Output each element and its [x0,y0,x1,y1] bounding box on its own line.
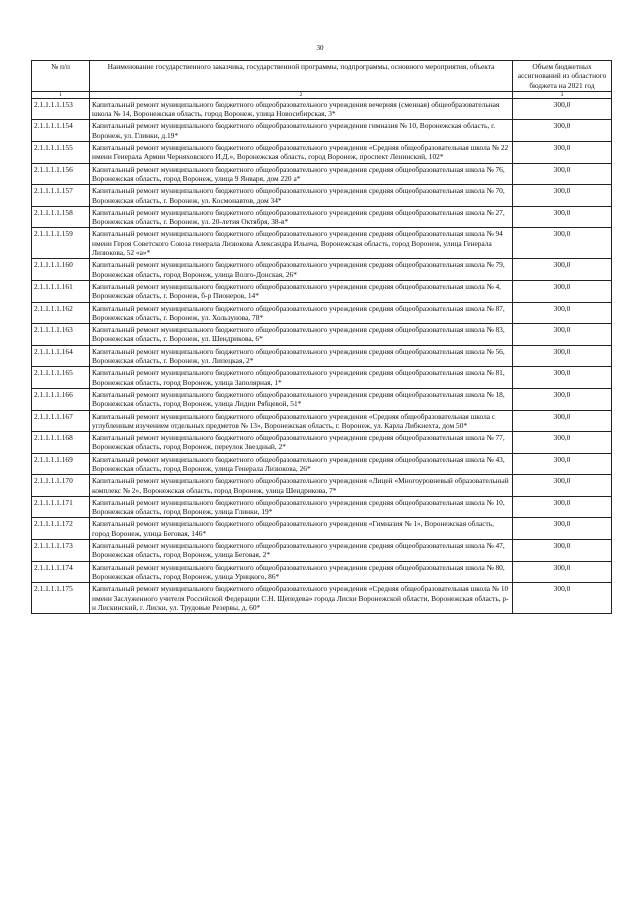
row-number: 2.1.1.1.1.164 [32,345,90,367]
column-number: 1 [32,91,90,98]
row-object-name: Капитальный ремонт муниципального бюджетного общеобразовательного учреждения средняя общеобразовательная школа № 27, Воронежская область, г. Воронеж, ул. 20-летия Октября, 38-в* [90,206,513,228]
row-object-name: Капитальный ремонт муниципального бюджетного общеобразовательного учреждения средняя общеобразовательная школа № 56, Воронежская область, г. Воронеж, ул. Липецкая, 2* [90,345,513,367]
header-volume: Объем бюджетных ассигнований из областного бюджета на 2021 год [513,61,612,92]
table-row [32,410,612,432]
row-number: 2.1.1.1.1.155 [32,142,90,164]
table-row [32,163,612,185]
table-row [32,475,612,497]
header-number: № п/п [32,61,90,92]
row-budget-value: 300,0 [513,163,612,185]
row-budget-value: 300,0 [513,410,612,432]
row-object-name: Капитальный ремонт муниципального бюджетного общеобразовательного учреждения «Лицей «Многоуровневый образовательный комплекс № 2», Воронежская область, город Воронеж, улица Шендрикова, 7* [90,475,513,497]
budget-table [31,60,612,614]
table-row [32,280,612,302]
row-budget-value: 300,0 [513,345,612,367]
row-object-name: Капитальный ремонт муниципального бюджетного общеобразовательного учреждения средняя общеобразовательная школа № 94 имени Героя Советского Союза генерала Лизюкова Александра Ильича, Воронежская область, город Воронеж, улица Генерала Лизюкова, 52 «а»* [90,228,513,259]
row-object-name: Капитальный ремонт муниципального бюджетного общеобразовательного учреждения средняя общеобразовательная школа № 10, Воронежская область, город Воронеж, улица Глинки, 19* [90,496,513,518]
row-number: 2.1.1.1.1.153 [32,98,90,120]
row-budget-value: 300,0 [513,367,612,389]
row-number: 2.1.1.1.1.167 [32,410,90,432]
table-row [32,518,612,540]
row-number: 2.1.1.1.1.175 [32,583,90,614]
row-number: 2.1.1.1.1.157 [32,185,90,207]
row-number: 2.1.1.1.1.163 [32,324,90,346]
row-object-name: Капитальный ремонт муниципального бюджетного общеобразовательного учреждения вечерняя (сменная) общеобразовательная школа № 14, Воронежская область, город Воронеж, улица Новосибирская, 3* [90,98,513,120]
row-budget-value: 300,0 [513,518,612,540]
row-object-name: Капитальный ремонт муниципального бюджетного общеобразовательного учреждения средняя общеобразовательная школа № 77, Воронежская область, город Воронеж, переулок Звездный, 2* [90,432,513,454]
table-body [32,98,612,613]
row-object-name: Капитальный ремонт муниципального бюджетного общеобразовательного учреждения «Средняя общеобразовательная школа № 10 имени Заслуженного учителя Российской Федерации С.Н. Щепедева» города Лиски Воронежской области, Воронежская область, р-н Лискинский, г. Лиски, ул. Трудовые Резервы, д. 60* [90,583,513,614]
row-number: 2.1.1.1.1.173 [32,540,90,562]
table-row [32,185,612,207]
row-number: 2.1.1.1.1.161 [32,280,90,302]
row-object-name: Капитальный ремонт муниципального бюджетного общеобразовательного учреждения средняя общеобразовательная школа № 81, Воронежская область, город Воронеж, улица Заполярная, 1* [90,367,513,389]
table-row [32,432,612,454]
row-number: 2.1.1.1.1.171 [32,496,90,518]
row-budget-value: 300,0 [513,561,612,583]
row-object-name: Капитальный ремонт муниципального бюджетного общеобразовательного учреждения «Средняя общеобразовательная школа № 22 имени Генерала Армии Черняховского И.Д.», Воронежская область, город Воронеж, проспект Ленинский, 102* [90,142,513,164]
row-budget-value: 300,0 [513,142,612,164]
row-object-name: Капитальный ремонт муниципального бюджетного общеобразовательного учреждения средняя общеобразовательная школа № 79, Воронежская область, город Воронеж, улица Волго-Донская, 26* [90,259,513,281]
table-row [32,120,612,142]
row-budget-value: 300,0 [513,206,612,228]
table-row [32,324,612,346]
row-object-name: Капитальный ремонт муниципального бюджетного общеобразовательного учреждения средняя общеобразовательная школа № 18, Воронежская область, город Воронеж, улица Лидии Рябцевой, 51* [90,388,513,410]
row-budget-value: 300,0 [513,324,612,346]
row-budget-value: 300,0 [513,453,612,475]
row-budget-value: 300,0 [513,540,612,562]
table-row [32,345,612,367]
row-budget-value: 300,0 [513,120,612,142]
table-row [32,388,612,410]
row-number: 2.1.1.1.1.170 [32,475,90,497]
column-number: 2 [90,91,513,98]
row-object-name: Капитальный ремонт муниципального бюджетного общеобразовательного учреждения средняя общеобразовательная школа № 76, Воронежская область, город Воронеж, улица 9 Января, дом 220 а* [90,163,513,185]
row-budget-value: 300,0 [513,228,612,259]
table-row [32,98,612,120]
row-number: 2.1.1.1.1.158 [32,206,90,228]
row-object-name: Капитальный ремонт муниципального бюджетного общеобразовательного учреждения средняя общеобразовательная школа № 4, Воронежская область, г. Воронеж, б-р Пионеров, 14* [90,280,513,302]
row-budget-value: 300,0 [513,475,612,497]
row-number: 2.1.1.1.1.169 [32,453,90,475]
row-object-name: Капитальный ремонт муниципального бюджетного общеобразовательного учреждения средняя общеобразовательная школа № 43, Воронежская область, город Воронеж, улица Генерала Лизюкова, 26* [90,453,513,475]
table-row [32,228,612,259]
row-budget-value: 300,0 [513,432,612,454]
row-object-name: Капитальный ремонт муниципального бюджетного общеобразовательного учреждения гимназия № 10, Воронежская область, г. Воронеж, ул. Глинки, д.19* [90,120,513,142]
row-number: 2.1.1.1.1.165 [32,367,90,389]
table-row [32,496,612,518]
row-object-name: Капитальный ремонт муниципального бюджетного общеобразовательного учреждения средняя общеобразовательная школа № 87, Воронежская область, г. Воронеж, ул. Хользунова, 78* [90,302,513,324]
table-row [32,583,612,614]
header-name: Наименование государственного заказчика, государственной программы, подпрограммы, основного мероприятия, объекта [90,61,513,92]
row-object-name: Капитальный ремонт муниципального бюджетного общеобразовательного учреждения средняя общеобразовательная школа № 80, Воронежская область, город Воронеж, улица Урицкого, 86* [90,561,513,583]
table-row [32,259,612,281]
row-budget-value: 300,0 [513,496,612,518]
row-budget-value: 300,0 [513,302,612,324]
column-number: 3 [513,91,612,98]
row-number: 2.1.1.1.1.162 [32,302,90,324]
row-budget-value: 300,0 [513,259,612,281]
table-row [32,453,612,475]
row-number: 2.1.1.1.1.159 [32,228,90,259]
table-row [32,540,612,562]
row-number: 2.1.1.1.1.172 [32,518,90,540]
row-budget-value: 300,0 [513,185,612,207]
table-row [32,561,612,583]
row-number: 2.1.1.1.1.166 [32,388,90,410]
row-object-name: Капитальный ремонт муниципального бюджетного общеобразовательного учреждения «Средняя общеобразовательная школа с углубленным изучением отдельных предметов № 13», Воронежская область, г. Воронеж, ул. Карла Либкнехта, дом 50* [90,410,513,432]
row-budget-value: 300,0 [513,98,612,120]
row-budget-value: 300,0 [513,280,612,302]
row-number: 2.1.1.1.1.156 [32,163,90,185]
page-number: 30 [316,44,324,52]
table-row [32,302,612,324]
table-header-row [32,61,612,92]
row-number: 2.1.1.1.1.168 [32,432,90,454]
row-number: 2.1.1.1.1.174 [32,561,90,583]
row-budget-value: 300,0 [513,388,612,410]
row-object-name: Капитальный ремонт муниципального бюджетного общеобразовательного учреждения средняя общеобразовательная школа № 70, Воронежская область, г. Воронеж, ул. Космонавтов, дом 34* [90,185,513,207]
table-row [32,367,612,389]
column-number-row [32,91,612,98]
row-number: 2.1.1.1.1.154 [32,120,90,142]
row-object-name: Капитальный ремонт муниципального бюджетного общеобразовательного учреждения средняя общеобразовательная школа № 83, Воронежская область, г. Воронеж, ул. Шендрикова, 6* [90,324,513,346]
row-object-name: Капитальный ремонт муниципального бюджетного общеобразовательного учреждения средняя общеобразовательная школа № 47, Воронежская область, город Воронеж, улица Беговая, 2* [90,540,513,562]
row-object-name: Капитальный ремонт муниципального бюджетного общеобразовательного учреждения «Гимназия № 1», Воронежская область, город Воронеж, улица Беговая, 146* [90,518,513,540]
table-row [32,142,612,164]
row-budget-value: 300,0 [513,583,612,614]
row-number: 2.1.1.1.1.160 [32,259,90,281]
table-row [32,206,612,228]
